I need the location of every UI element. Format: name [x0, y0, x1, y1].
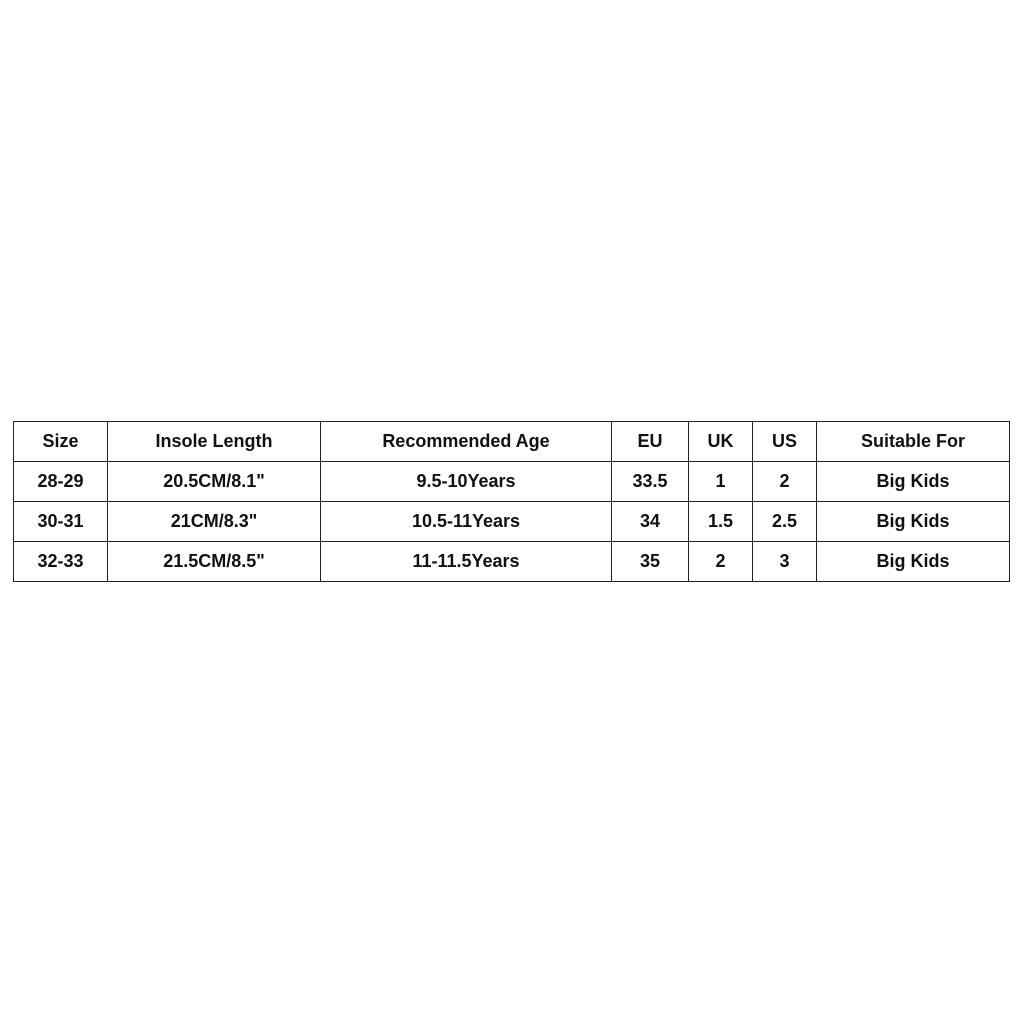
cell-eu: 35	[612, 542, 689, 582]
cell-suitable-for: Big Kids	[817, 462, 1010, 502]
header-suitable-for: Suitable For	[817, 422, 1010, 462]
cell-insole-length: 21CM/8.3"	[108, 502, 321, 542]
header-us: US	[753, 422, 817, 462]
cell-recommended-age: 9.5-10Years	[321, 462, 612, 502]
header-insole-length: Insole Length	[108, 422, 321, 462]
cell-recommended-age: 11-11.5Years	[321, 542, 612, 582]
cell-size: 30-31	[14, 502, 108, 542]
cell-uk: 1.5	[689, 502, 753, 542]
cell-uk: 2	[689, 542, 753, 582]
table-row	[14, 462, 1010, 502]
table-row	[14, 502, 1010, 542]
cell-size: 28-29	[14, 462, 108, 502]
cell-insole-length: 21.5CM/8.5"	[108, 542, 321, 582]
table-row	[14, 542, 1010, 582]
table-header-row	[14, 422, 1010, 462]
header-eu: EU	[612, 422, 689, 462]
cell-eu: 33.5	[612, 462, 689, 502]
cell-uk: 1	[689, 462, 753, 502]
cell-us: 2	[753, 462, 817, 502]
cell-suitable-for: Big Kids	[817, 542, 1010, 582]
header-uk: UK	[689, 422, 753, 462]
header-recommended-age: Recommended Age	[321, 422, 612, 462]
header-size: Size	[14, 422, 108, 462]
cell-eu: 34	[612, 502, 689, 542]
cell-suitable-for: Big Kids	[817, 502, 1010, 542]
cell-recommended-age: 10.5-11Years	[321, 502, 612, 542]
size-chart-table	[13, 421, 1010, 582]
cell-size: 32-33	[14, 542, 108, 582]
cell-us: 3	[753, 542, 817, 582]
cell-insole-length: 20.5CM/8.1"	[108, 462, 321, 502]
cell-us: 2.5	[753, 502, 817, 542]
